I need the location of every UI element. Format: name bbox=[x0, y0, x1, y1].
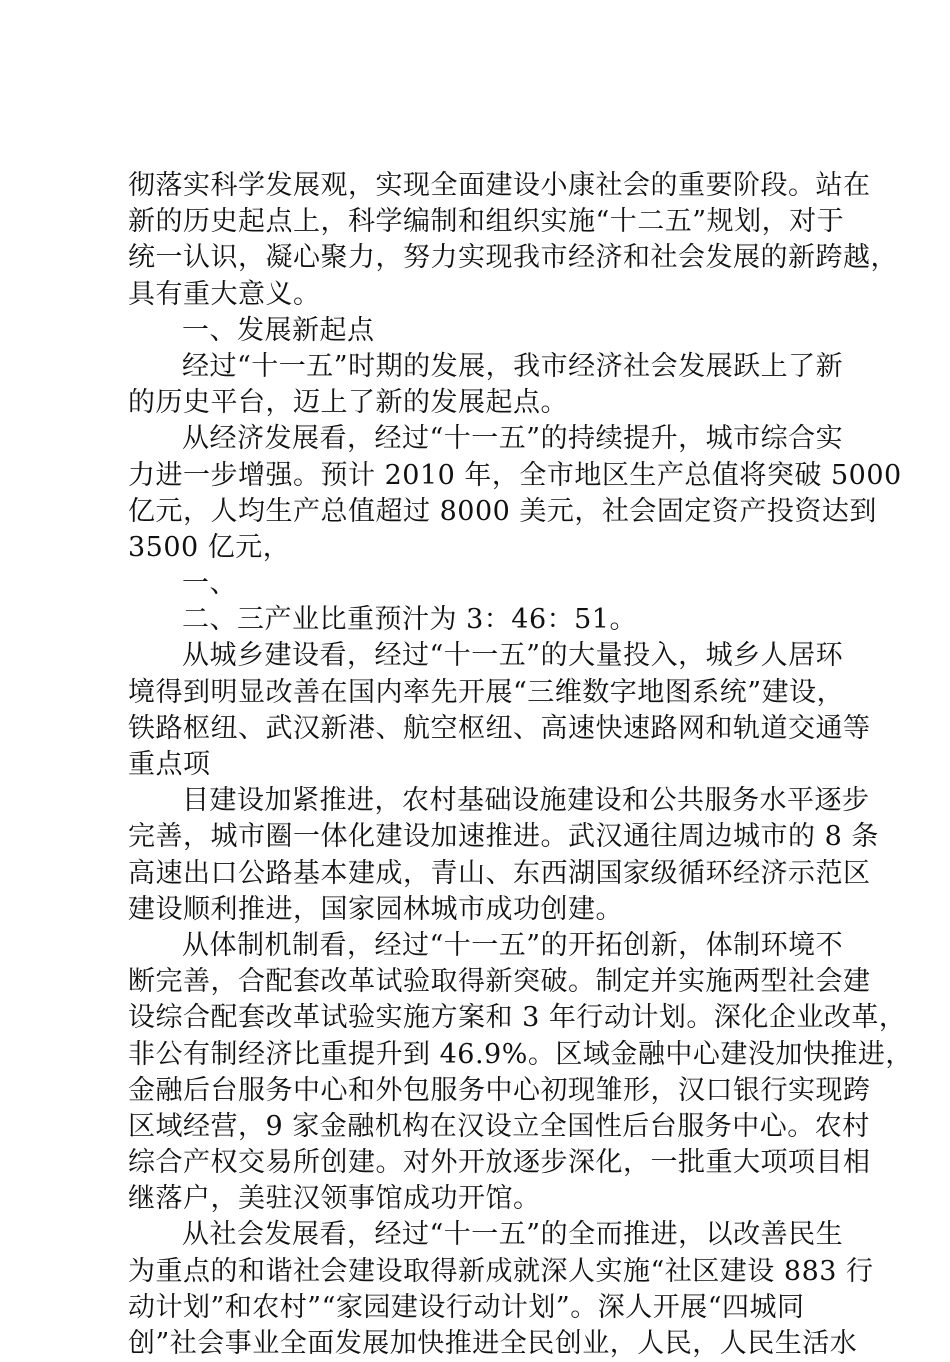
text-line: 境得到明显改善在国内率先开展“三维数字地图系统”建设， bbox=[128, 676, 845, 708]
text-line: 的历史平台，迈上了新的发展起点。 bbox=[128, 387, 568, 419]
text-line: 继落户，美驻汉领事馆成功开馆。 bbox=[128, 1183, 541, 1215]
text-line: 3500 亿元， bbox=[128, 531, 291, 563]
text-line: 从城乡建设看，经过“十一五”的大量投入，城乡人居环 bbox=[182, 640, 844, 672]
text-line: 彻落实科学发展观，实现全面建设小康社会的重要阶段。站在 bbox=[128, 170, 871, 201]
text-line: 新的历史起点上，科学编制和组织实施“十二五”规划，对于 bbox=[128, 206, 845, 238]
text-line: 设综合配套改革试验实施方案和 3 年行动计划。深化企业改革， bbox=[128, 1002, 907, 1034]
text-line: 重点项 bbox=[128, 749, 211, 780]
text-line: 从社会发展看，经过“十一五”的全而推进，以改善民生 bbox=[182, 1219, 844, 1251]
text-line: 铁路枢纽、武汉新港、航空枢纽、高速快速路网和轨道交通等 bbox=[128, 712, 871, 744]
document-body bbox=[128, 168, 913, 1362]
text-line: 为重点的和谐社会建设取得新成就深人实施“社区建设 883 行 bbox=[128, 1255, 874, 1287]
text-line: 高速出口公路基本建成，青山、东西湖国家级循环经济示范区 bbox=[128, 857, 871, 889]
text-line: 非公有制经济比重提升到 46.9%。区域金融中心建没加快推进， bbox=[128, 1038, 913, 1070]
text-line: 统一认识，凝心聚力，努力实现我市经济和社会发展的新跨越， bbox=[128, 242, 898, 274]
text-line: 综合产权交易所创建。对外开放逐步深化，一批重大项项目相 bbox=[128, 1147, 871, 1179]
text-line: 动计划”和农村”“家园建设行动计划”。深人开展“四城同 bbox=[128, 1291, 805, 1323]
text-line: 一、发展新起点 bbox=[182, 314, 375, 346]
text-line: 建设顺利推进，国家园林城市成功创建。 bbox=[128, 893, 623, 925]
text-line: 区域经营，9 家金融机构在汉设立全国性后台服务中心。农村 bbox=[128, 1110, 870, 1142]
text-line: 经过“十一五”时期的发展，我市经济社会发展跃上了新 bbox=[182, 350, 844, 382]
text-line: 创”社会事业全面发展加快推进全民创业，人民，人民生活水 bbox=[128, 1328, 858, 1359]
text-line: 从体制机制看，经过“十一五”的开拓创新，体制环境不 bbox=[182, 929, 844, 961]
text-line: 一、 bbox=[182, 568, 237, 600]
text-line: 断完善，合配套改革试验取得新突破。制定并实施两型社会建 bbox=[128, 966, 871, 998]
text-line: 从经济发展看，经过“十一五”的持续提升，城市综合实 bbox=[182, 423, 844, 455]
text-line: 完善，城市圈一体化建设加速推进。武汉通往周边城市的 8 条 bbox=[128, 821, 879, 853]
text-line: 亿元，人均生产总值超过 8000 美元，社会固定资产投资达到 bbox=[128, 495, 877, 527]
text-line: 二、三产业比重预汁为 3：46：51。 bbox=[182, 604, 637, 636]
text-line: 具有重大意义。 bbox=[128, 278, 321, 310]
text-line: 金融后台服务中心和外包服务中心初现雏形，汉口银行实现跨 bbox=[128, 1074, 871, 1106]
text-line: 力进一步增强。预计 2010 年，全市地区生产总值将突破 5000 bbox=[128, 459, 902, 491]
text-line: 目建设加紧推进，农村基础设施建设和公共服务水平逐步 bbox=[182, 785, 870, 817]
